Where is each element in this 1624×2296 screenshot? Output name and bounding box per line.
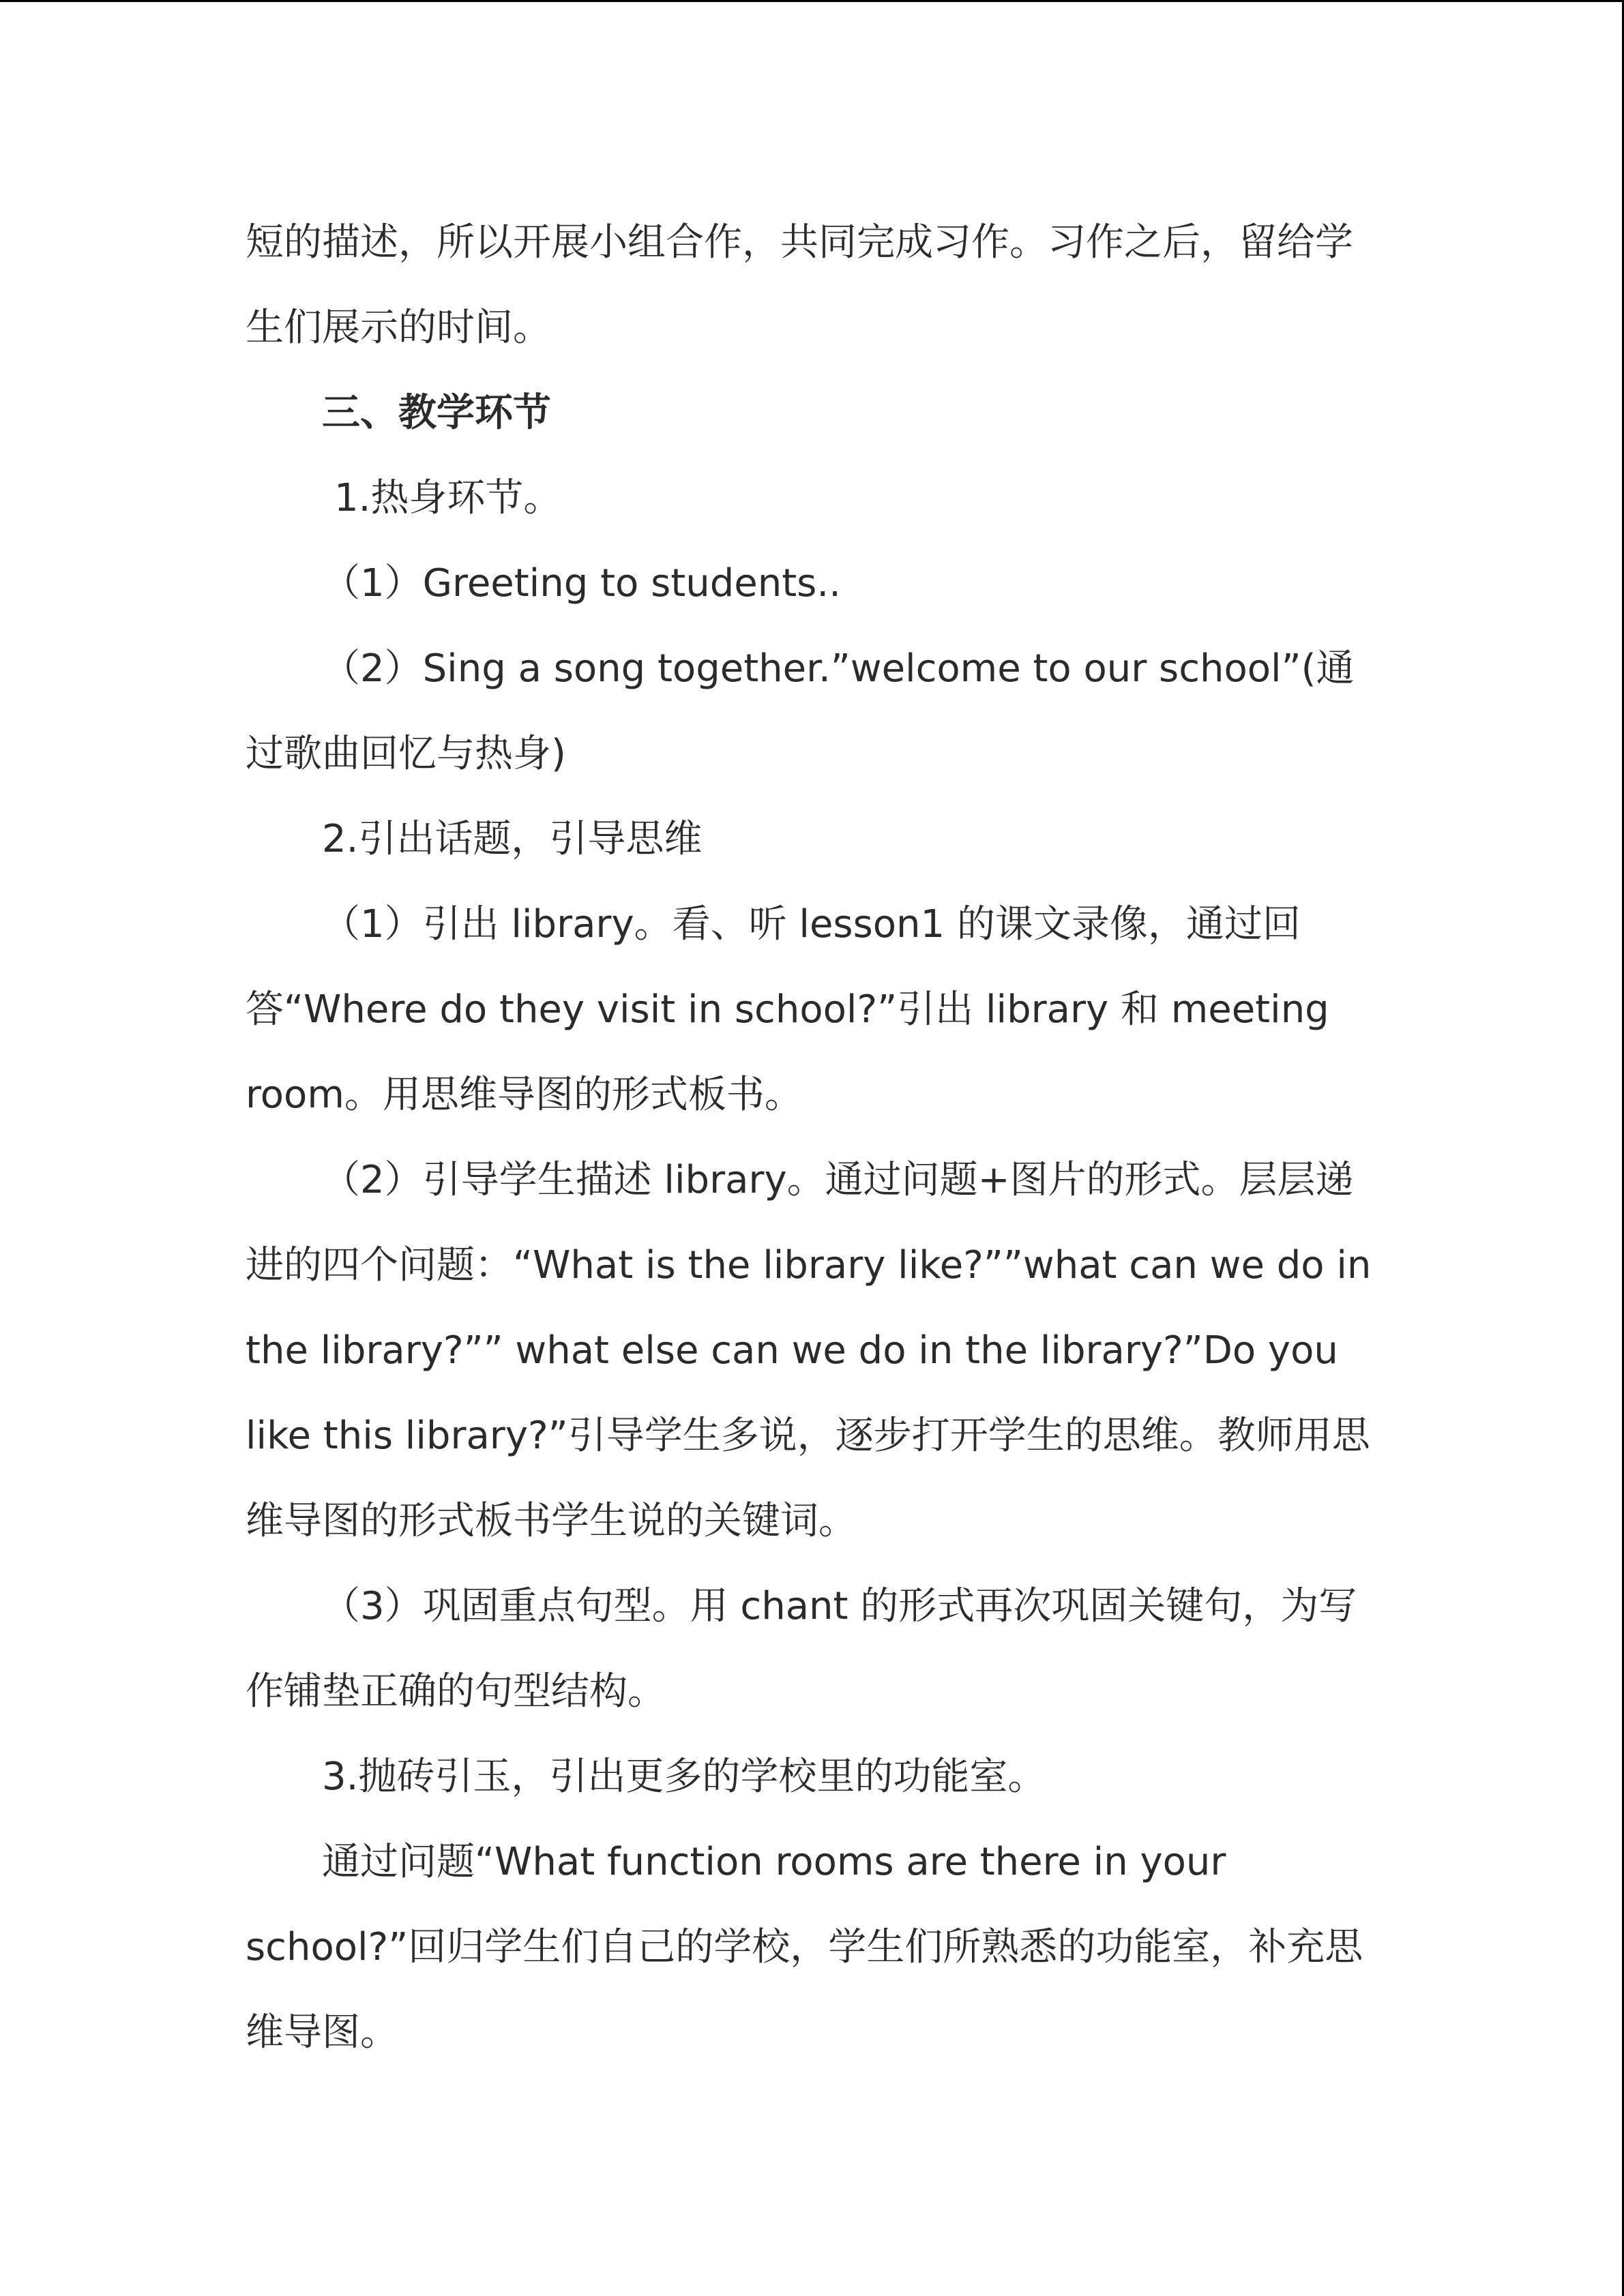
paragraph-continuation: 短的描述，所以开展小组合作，共同完成习作。习作之后，留给学生们展示的时间。 [246,220,1353,350]
step-2-title: 2.引出话题，引导思维 [322,817,703,861]
step-1-item-1: （1）Greeting to students.. [322,561,841,606]
step-3-title: 3.抛砖引玉，引出更多的学校里的功能室。 [322,1755,1046,1799]
step-2-item-1: （1）引出 library。看、听 lesson1 的课文录像，通过回答“Where do they visit in school?”引出 library 和 meeting room。用思维导图的形式板书。 [246,902,1329,1117]
step-2-item-2: （2）引导学生描述 library。通过问题+图片的形式。层层递进的四个问题：“What is the library like?””what can we do in the library?”” what else can we do in the library?”Do you like this library?”引导学生多说，逐步打开学生的思维。教师用思维导图的形式板书学生说的关键词。 [246,1158,1372,1543]
step-1-title: 1.热身环节。 [334,476,562,520]
step-1-item-2: （2）Sing a song together.”welcome to our school”(通过歌曲回忆与热身) [246,646,1355,776]
step-2-item-3: （3）巩固重点句型。用 chant 的形式再次巩固关键句，为写作铺垫正确的句型结构。 [246,1584,1357,1714]
section-heading: 三、教学环节 [322,391,551,435]
document-body [246,200,1385,2075]
step-3-body: 通过问题“What function rooms are there in your school?”回归学生们自己的学校，学生们所熟悉的功能室，补充思维导图。 [246,1840,1363,2055]
